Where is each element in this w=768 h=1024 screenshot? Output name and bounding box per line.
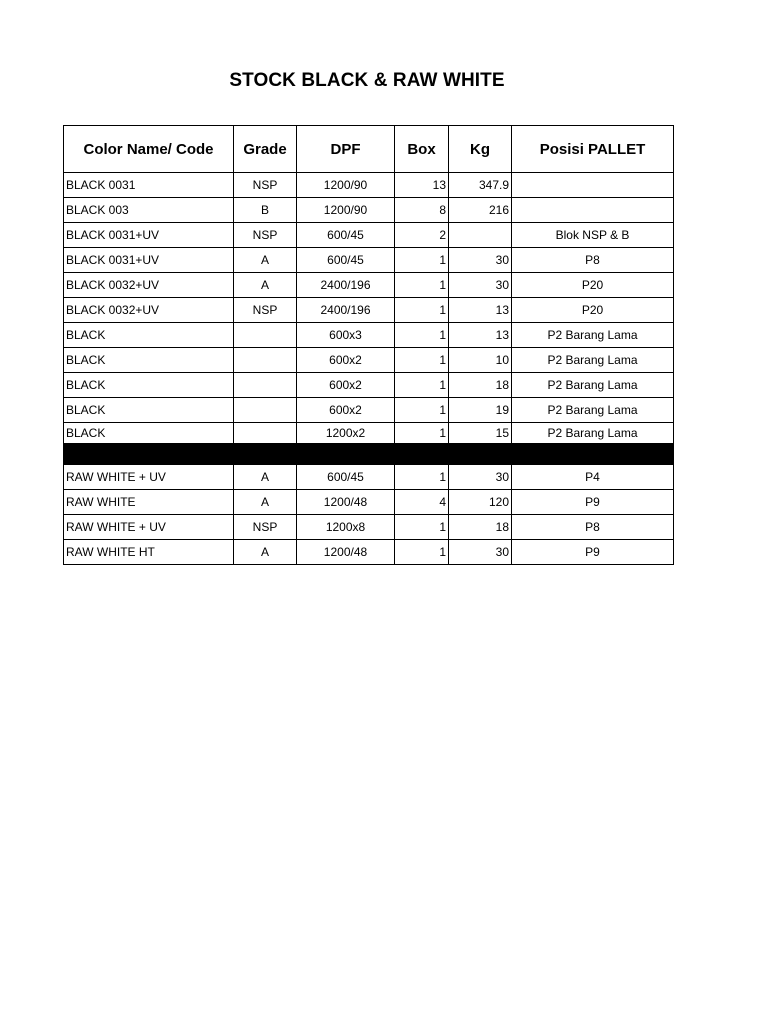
cell-dpf: 1200x8 [297,515,395,540]
cell-posisi-pallet: P20 [512,273,674,298]
cell-kg: 13 [449,323,512,348]
table-row [64,348,674,373]
cell-dpf: 1200x2 [297,423,395,444]
cell-box: 1 [395,248,449,273]
cell-dpf: 600/45 [297,223,395,248]
table-row [64,465,674,490]
cell-name: BLACK [64,423,234,444]
cell-box: 1 [395,373,449,398]
cell-box: 1 [395,423,449,444]
cell-name: BLACK [64,373,234,398]
table-row [64,373,674,398]
cell-grade: A [234,490,297,515]
table-row [64,398,674,423]
cell-name: BLACK 0032+UV [64,273,234,298]
cell-kg: 30 [449,465,512,490]
table-row [64,490,674,515]
cell-grade [234,423,297,444]
cell-kg: 30 [449,248,512,273]
table-row [64,423,674,444]
cell-dpf: 2400/196 [297,273,395,298]
cell-name: RAW WHITE HT [64,540,234,565]
cell-posisi-pallet: P2 Barang Lama [512,423,674,444]
cell-name: RAW WHITE + UV [64,465,234,490]
cell-dpf: 1200/90 [297,198,395,223]
cell-name: BLACK 003 [64,198,234,223]
header-box: Box [395,126,449,173]
cell-box: 1 [395,465,449,490]
cell-kg: 30 [449,540,512,565]
cell-dpf: 600x2 [297,398,395,423]
cell-dpf: 1200/48 [297,490,395,515]
cell-name: BLACK [64,348,234,373]
header-posisi-pallet: Posisi PALLET [512,126,674,173]
cell-box: 1 [395,540,449,565]
cell-posisi-pallet: P4 [512,465,674,490]
cell-grade: A [234,248,297,273]
table-row [64,173,674,198]
cell-name: BLACK [64,323,234,348]
cell-grade: NSP [234,173,297,198]
cell-name: RAW WHITE [64,490,234,515]
header-grade: Grade [234,126,297,173]
header-kg: Kg [449,126,512,173]
cell-grade: NSP [234,223,297,248]
cell-kg: 120 [449,490,512,515]
table-row [64,540,674,565]
cell-grade [234,398,297,423]
cell-dpf: 1200/90 [297,173,395,198]
cell-box: 4 [395,490,449,515]
cell-grade: A [234,540,297,565]
cell-name: BLACK 0031 [64,173,234,198]
cell-posisi-pallet [512,173,674,198]
cell-posisi-pallet: Blok NSP & B [512,223,674,248]
cell-grade [234,348,297,373]
cell-grade: B [234,198,297,223]
cell-grade [234,373,297,398]
cell-posisi-pallet: P20 [512,298,674,323]
cell-grade: NSP [234,515,297,540]
cell-name: BLACK 0031+UV [64,248,234,273]
cell-dpf: 600/45 [297,465,395,490]
cell-grade [234,323,297,348]
cell-name: BLACK 0031+UV [64,223,234,248]
cell-box: 2 [395,223,449,248]
table-row [64,298,674,323]
cell-posisi-pallet [512,198,674,223]
cell-dpf: 600x3 [297,323,395,348]
header-row [64,126,674,173]
cell-posisi-pallet: P2 Barang Lama [512,323,674,348]
cell-box: 1 [395,398,449,423]
stock-table [63,125,674,565]
document-title: STOCK BLACK & RAW WHITE [229,70,505,91]
cell-dpf: 600x2 [297,348,395,373]
cell-kg: 18 [449,515,512,540]
cell-kg: 19 [449,398,512,423]
cell-box: 13 [395,173,449,198]
table-row [64,323,674,348]
cell-box: 1 [395,298,449,323]
table-row [64,198,674,223]
cell-posisi-pallet: P2 Barang Lama [512,348,674,373]
cell-box: 1 [395,323,449,348]
table-row [64,273,674,298]
cell-box: 8 [395,198,449,223]
cell-kg: 10 [449,348,512,373]
cell-dpf: 600/45 [297,248,395,273]
table-row [64,223,674,248]
section-divider [64,444,674,465]
cell-posisi-pallet: P8 [512,515,674,540]
cell-kg: 30 [449,273,512,298]
cell-grade: A [234,465,297,490]
cell-box: 1 [395,348,449,373]
cell-posisi-pallet: P9 [512,540,674,565]
cell-kg: 18 [449,373,512,398]
cell-posisi-pallet: P9 [512,490,674,515]
cell-posisi-pallet: P2 Barang Lama [512,373,674,398]
cell-posisi-pallet: P2 Barang Lama [512,398,674,423]
section-divider-row [64,444,674,465]
cell-name: BLACK [64,398,234,423]
cell-name: RAW WHITE + UV [64,515,234,540]
cell-dpf: 1200/48 [297,540,395,565]
cell-grade: A [234,273,297,298]
header-dpf: DPF [297,126,395,173]
table-row [64,248,674,273]
cell-kg: 15 [449,423,512,444]
cell-kg: 347.9 [449,173,512,198]
cell-kg [449,223,512,248]
table-row [64,515,674,540]
cell-kg: 13 [449,298,512,323]
cell-box: 1 [395,515,449,540]
cell-kg: 216 [449,198,512,223]
cell-dpf: 600x2 [297,373,395,398]
cell-grade: NSP [234,298,297,323]
cell-name: BLACK 0032+UV [64,298,234,323]
cell-posisi-pallet: P8 [512,248,674,273]
table-body [64,173,674,565]
header-color-name: Color Name/ Code [64,126,234,173]
cell-dpf: 2400/196 [297,298,395,323]
cell-box: 1 [395,273,449,298]
